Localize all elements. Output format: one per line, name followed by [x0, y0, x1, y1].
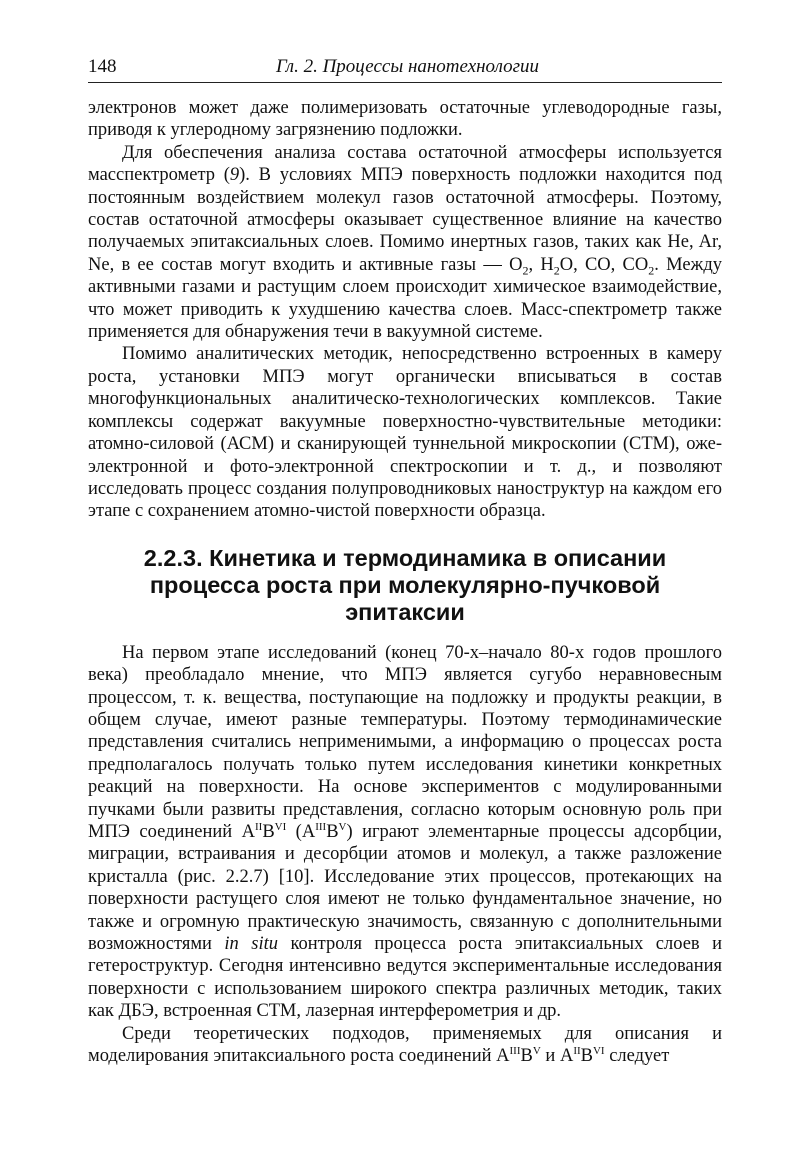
- paragraph-4-text-f: контроля процесса роста эпитаксиальных слоев и гетероструктур. Сегодня интенсивно ведутся экспериментальные исследования поверхности с использованием широкого спектра различных методик, таких как ДБЭ, встроенная СТМ, лазерная интерферометрия и др.: [88, 934, 723, 1022]
- superscript: III: [509, 1044, 521, 1057]
- subscript: 2: [648, 263, 655, 278]
- paragraph-2-text-c: , H: [528, 254, 554, 275]
- paragraph-5-text-b: B: [520, 1046, 533, 1067]
- paragraph-3: [88, 343, 722, 522]
- paragraph-5-text-c: и A: [540, 1046, 574, 1067]
- in-situ-term: in situ: [224, 934, 278, 954]
- main-text: [88, 97, 722, 1067]
- superscript: II: [573, 1044, 581, 1057]
- paragraph-4-text-e: ) играют элементарные процессы адсорбции, миграции, встраивания и десорбции атомов и молекул, а также разложение кристалла (рис. 2.2.7) [10]. Исследование этих процессов, протекающих на поверхности растущего слоя имеют не только фундаментальное значение, но также и огромную практическую значимость, связанную с дополнительными возможностями: [88, 821, 722, 954]
- paragraph-2-text-d: O, CO, CO: [559, 254, 649, 275]
- page-header: [88, 56, 722, 83]
- paragraph-4: [88, 642, 722, 1023]
- paragraph-1-text: электронов может даже полимеризовать остаточные углеводородные газы, приводя к углеродному загрязнению подложки.: [88, 98, 722, 141]
- superscript: II: [254, 820, 263, 833]
- paragraph-4-text-d: B: [326, 821, 339, 842]
- paragraph-5: [88, 1023, 722, 1068]
- superscript: VI: [274, 820, 287, 833]
- superscript: VI: [592, 1044, 605, 1057]
- paragraph-2: [88, 142, 722, 344]
- paragraph-2-text-e: . Между активными газами и растущим слоем происходит химическое взаимодействие, что может приводить к ухудшению качества слоев. Масс-спектрометр также применяется для обнаружения течи в вакуумной системе.: [88, 254, 722, 343]
- paragraph-5-text-d: B: [580, 1046, 593, 1067]
- subscript: 2: [553, 263, 560, 278]
- paragraph-3-text: Помимо аналитических методик, непосредственно встроенных в камеру роста, установки МПЭ могут органически вписываться в состав многофункциональных аналитическо-технологических комплексов. Такие комплексы содержат вакуумные поверхностно-чувствительные методики: атомно-силовой (АСМ) и сканирующей туннельной микроскопии (СТМ), оже-электронной и фото-электронной спектроскопии и т. д., и позволяют исследовать процесс создания полупроводниковых наноструктур на каждом его этапе с сохранением атомно-чистой поверхности образца.: [88, 344, 722, 522]
- section-heading-line-1: 2.2.3. Кинетика и термодинамика в описании: [143, 544, 667, 571]
- paragraph-5-text-a: Среди теоретических подходов, применяемых для описания и моделирования эпитаксиального роста соединений A: [88, 1023, 722, 1067]
- paragraph-5-text-e: следует: [604, 1046, 670, 1067]
- running-title: Гл. 2. Процессы нанотехнологии: [276, 56, 540, 77]
- superscript: V: [532, 1044, 541, 1057]
- paragraph-4-text-c: (A: [286, 821, 316, 842]
- paragraph-1: [88, 97, 722, 142]
- paragraph-4-text-b: B: [262, 821, 275, 842]
- section-heading-line-2: процесса роста при молекулярно-пучковой эпитаксии: [149, 571, 661, 625]
- section-heading: [88, 545, 722, 626]
- superscript: V: [338, 820, 347, 833]
- superscript: III: [315, 820, 327, 833]
- paragraph-2-text-a: Для обеспечения анализа состава остаточной атмосферы используется масспектрометр (: [88, 142, 722, 186]
- subscript: 2: [522, 263, 529, 278]
- page-number: 148: [88, 56, 117, 77]
- paragraph-2-text-b: ). В условиях МПЭ поверхность подложки находится под постоянным воздействием молекул газов остаточной атмосферы. Поэтому, состав остаточной атмосферы оказывает существенное влияние на качество получаемых эпитаксиальных слоев. Помимо инертных газов, таких как He, Ar, Ne, в ее состав могут входить и активные газы — O: [88, 165, 722, 275]
- reference-9: 9: [229, 165, 240, 186]
- paragraph-4-text-a: На первом этапе исследований (конец 70-х–начало 80-х годов прошлого века) преобладало мнение, что МПЭ является сугубо неравновесным процессом, т. к. вещества, поступающие на подложку и продукты реакции, в общем случае, имеют разные температуры. Поэтому термодинамические представления считались неприменимыми, а информацию о процессах роста предполагалось получать только путем исследования кинетики конкретных реакций на поверхности. На основе экспериментов с модулированными пучками были развиты представления, согласно которым основную роль при МПЭ соединений A: [88, 642, 722, 842]
